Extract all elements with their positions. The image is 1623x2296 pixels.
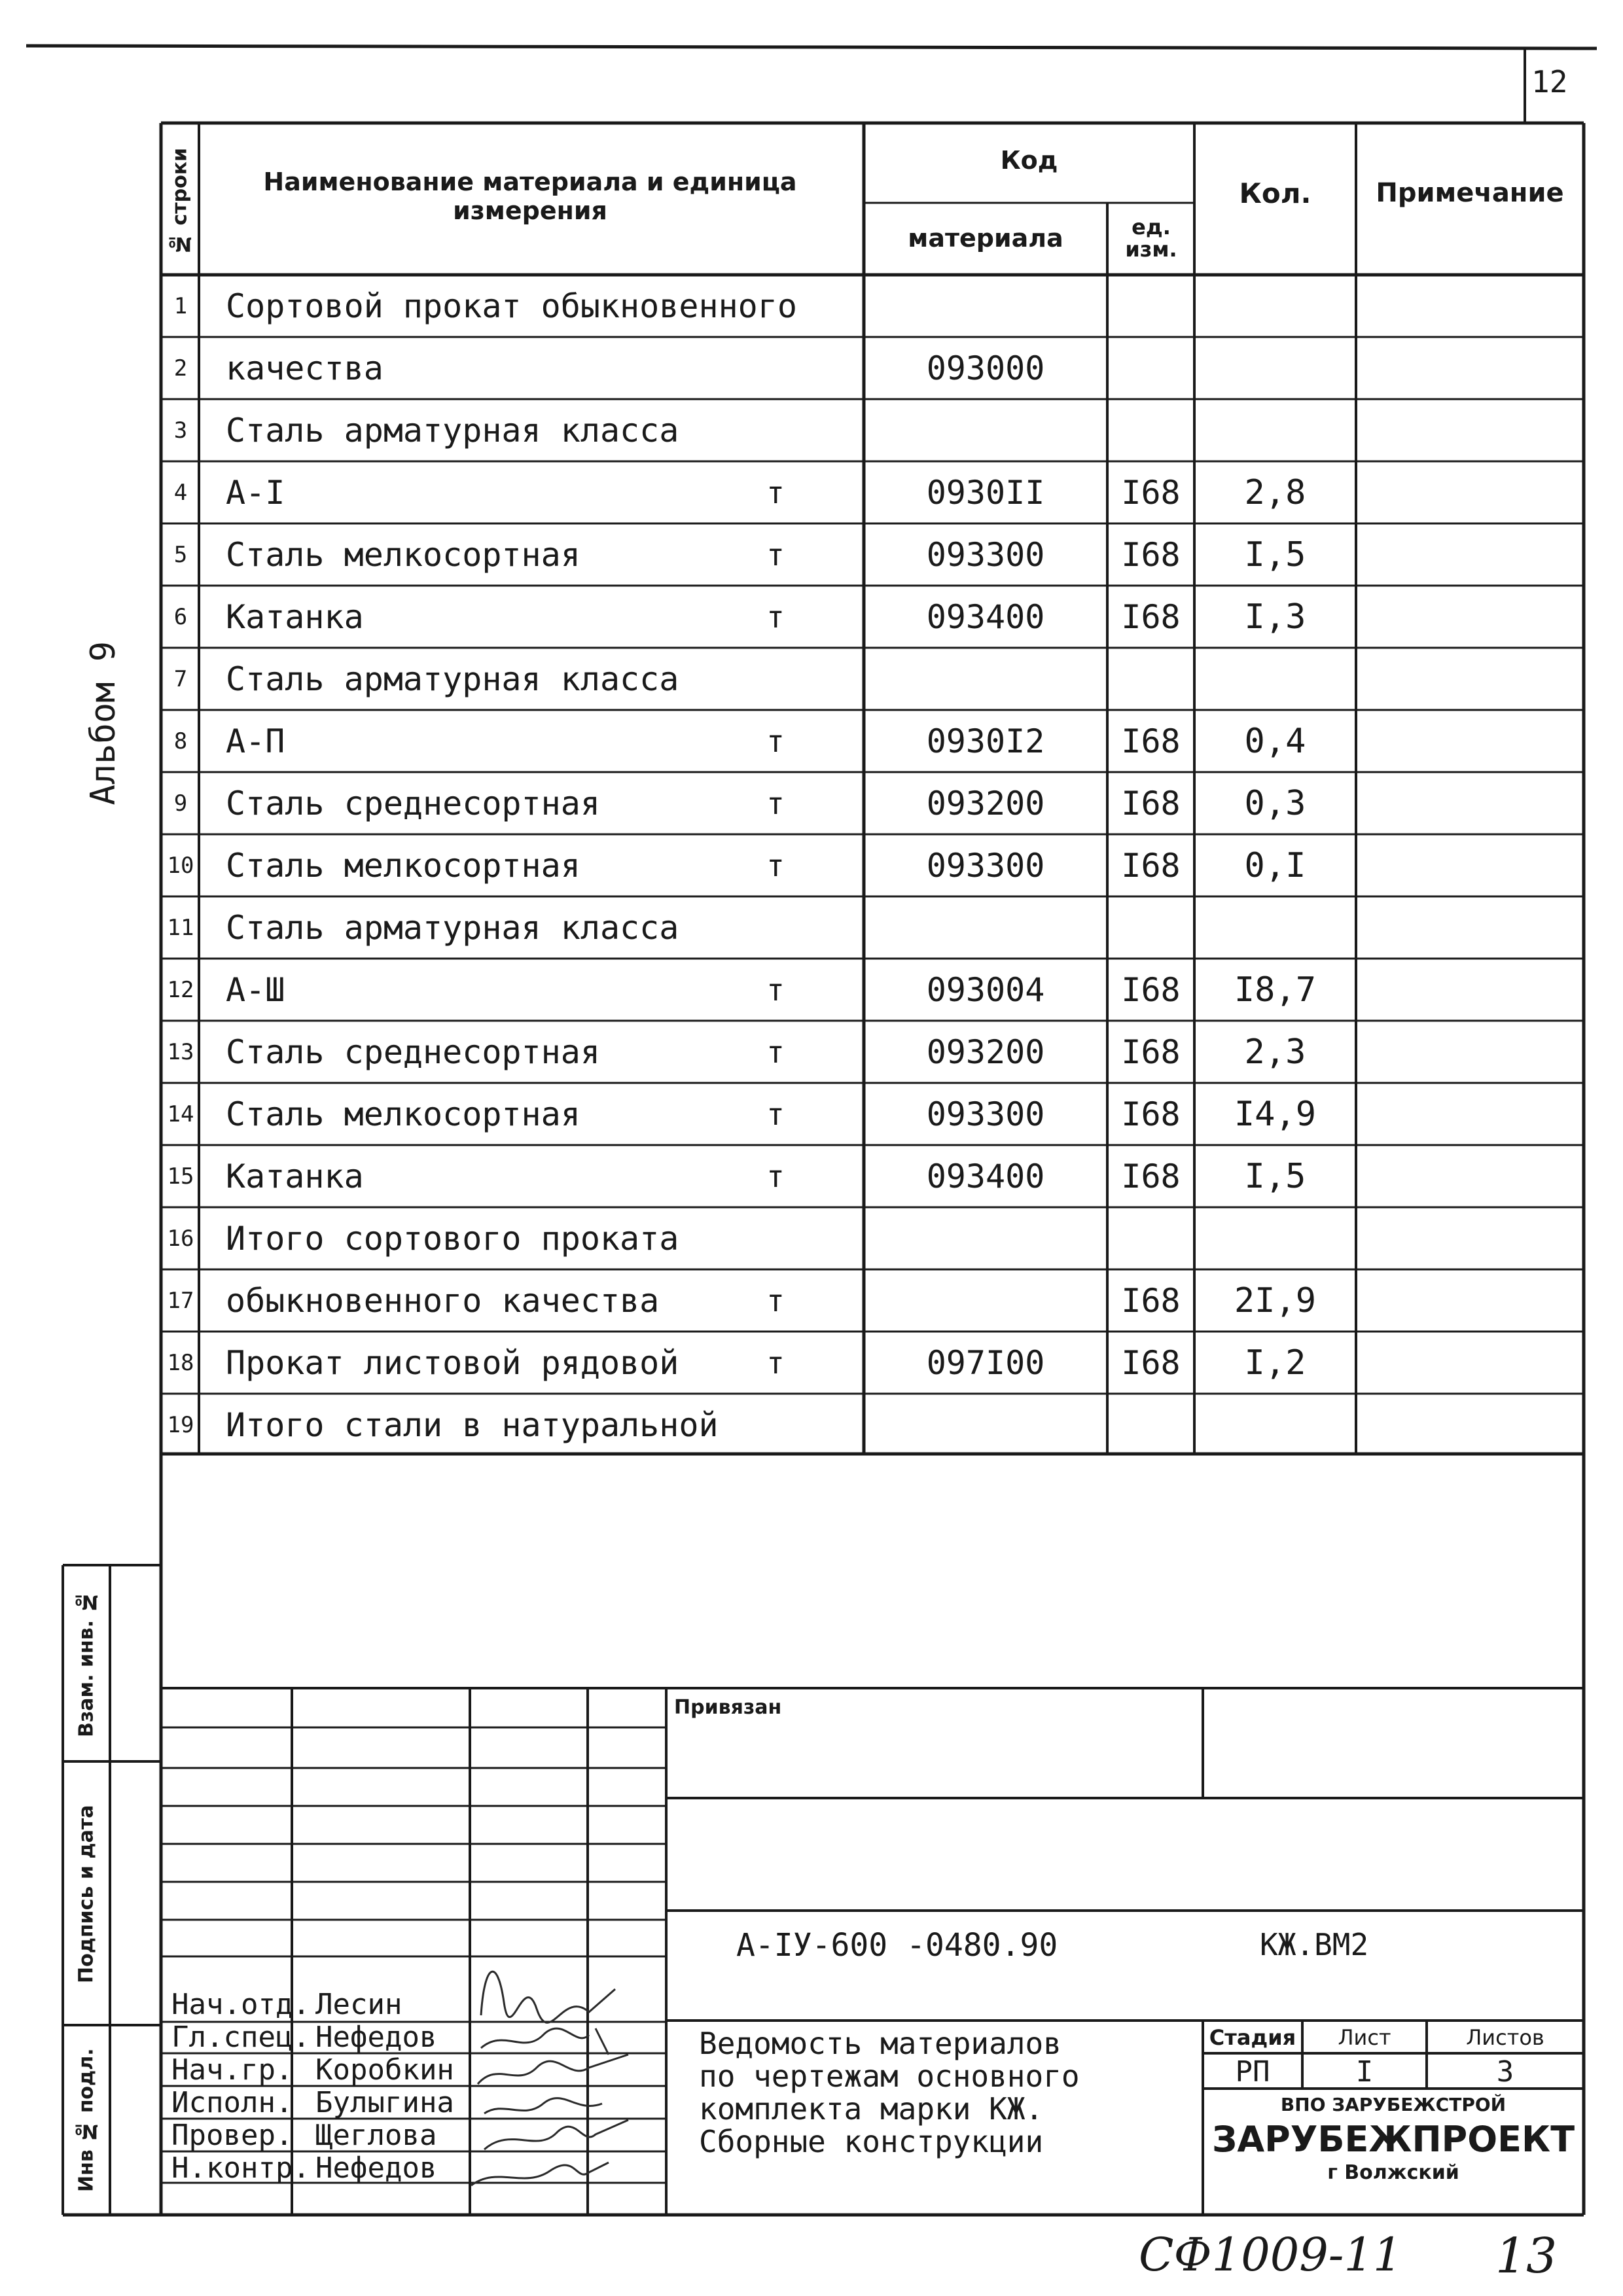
material-name: Итого стали в натуральной xyxy=(226,1405,719,1444)
material-code: 093000 xyxy=(926,349,1045,387)
material-name: Сортовой прокат обыкновенного xyxy=(226,287,797,325)
footer-code: СФ1009-11 xyxy=(1139,2228,1402,2282)
unit-code xyxy=(1107,1394,1194,1456)
material-name: обыкновенного качества xyxy=(226,1281,660,1320)
album-label: Альбом 9 xyxy=(84,641,123,805)
row-number: 16 xyxy=(167,1225,194,1252)
staff-name: Щеглова xyxy=(315,2118,437,2152)
material-name: Сталь среднесортная xyxy=(226,1033,600,1071)
quantity: 0,3 xyxy=(1244,783,1306,823)
unit-code: I68 xyxy=(1121,473,1181,512)
quantity: 2,3 xyxy=(1244,1032,1306,1072)
material-name: А-П xyxy=(226,722,285,760)
unit: т xyxy=(766,723,785,759)
header-note: Примечание xyxy=(1376,178,1564,208)
quantity: I,2 xyxy=(1244,1343,1306,1383)
row-number: 19 xyxy=(167,1411,194,1438)
title-line: Сборные конструкции xyxy=(699,2124,1044,2159)
quantity: I,5 xyxy=(1244,535,1306,574)
staff-role: Н.контр. xyxy=(171,2151,310,2185)
unit-code xyxy=(1107,648,1194,710)
row-number: 15 xyxy=(167,1163,194,1190)
material-name: Сталь арматурная класса xyxy=(226,908,679,947)
material-name: качества xyxy=(226,349,383,387)
unit: т xyxy=(766,1034,785,1070)
material-code: 093400 xyxy=(926,1157,1045,1195)
unit: т xyxy=(766,474,785,510)
material-code: 093300 xyxy=(926,1095,1045,1133)
row-number: 3 xyxy=(173,417,188,444)
quantity xyxy=(1194,1207,1356,1269)
unit: т xyxy=(766,1345,785,1381)
unit xyxy=(749,1394,802,1456)
row-number: 2 xyxy=(173,355,188,381)
quantity: 2I,9 xyxy=(1234,1280,1317,1320)
quantity: I8,7 xyxy=(1234,970,1317,1010)
material-name: Сталь среднесортная xyxy=(226,784,600,822)
header-row-number: № строки xyxy=(168,147,192,256)
row-number: 14 xyxy=(167,1101,194,1127)
quantity xyxy=(1194,399,1356,461)
material-name: А-I xyxy=(226,473,285,512)
material-name: Сталь мелкосортная xyxy=(226,1095,580,1133)
unit xyxy=(749,399,802,461)
signatures xyxy=(471,1971,628,2185)
material-code: 093300 xyxy=(926,846,1045,885)
org-main: ЗАРУБЕЖПРОЕКТ xyxy=(1211,2118,1575,2160)
unit xyxy=(749,1207,802,1269)
material-code xyxy=(864,648,1107,710)
row-number: 6 xyxy=(173,603,188,630)
staff-name: Булыгина xyxy=(315,2085,454,2119)
unit: т xyxy=(766,599,785,635)
staff-role: Провер. xyxy=(171,2118,293,2152)
material-code xyxy=(864,1394,1107,1456)
material-name: Сталь мелкосортная xyxy=(226,535,580,574)
material-name: А-Ш xyxy=(226,970,285,1009)
quantity xyxy=(1194,648,1356,710)
staff-role: Нач.отд. xyxy=(171,1987,310,2021)
row-number: 10 xyxy=(167,852,194,879)
row-number: 7 xyxy=(173,665,188,692)
row-number: 18 xyxy=(167,1349,194,1376)
unit-code: I68 xyxy=(1121,1281,1181,1320)
unit-code: I68 xyxy=(1121,1343,1181,1382)
unit-code: I68 xyxy=(1121,1033,1181,1071)
header-material-name: Наименование материала и единица измерения xyxy=(263,168,797,225)
unit-code xyxy=(1107,337,1194,399)
quantity: I,5 xyxy=(1244,1156,1306,1196)
staff-name: Нефедов xyxy=(315,2151,437,2185)
header-code-material: материала xyxy=(908,224,1063,253)
material-name: Сталь мелкосортная xyxy=(226,846,580,885)
material-name: Катанка xyxy=(226,1157,364,1195)
quantity: 0,I xyxy=(1244,845,1306,885)
title-line: комплекта марки КЖ. xyxy=(699,2091,1044,2127)
row-number: 4 xyxy=(173,479,188,506)
material-name: Сталь арматурная класса xyxy=(226,411,679,450)
unit: т xyxy=(766,972,785,1008)
header-code-unit: ед. изм. xyxy=(1125,215,1177,262)
row-number: 11 xyxy=(167,914,194,941)
material-code xyxy=(864,1207,1107,1269)
unit-code: I68 xyxy=(1121,597,1181,636)
unit: т xyxy=(766,1096,785,1132)
document-mark: КЖ.ВМ2 xyxy=(1260,1927,1369,1962)
page-number: 12 xyxy=(1531,64,1568,99)
material-code: 093300 xyxy=(926,535,1045,574)
document-code: А-IУ-600 -0480.90 xyxy=(736,1927,1058,1964)
quantity: 0,4 xyxy=(1244,721,1306,761)
material-code xyxy=(864,1269,1107,1332)
header-code: Код xyxy=(1000,146,1058,175)
quantity xyxy=(1194,337,1356,399)
quantity xyxy=(1194,275,1356,337)
unit xyxy=(749,337,802,399)
label-inv-podl: Инв № подл. xyxy=(75,2048,98,2192)
unit-code xyxy=(1107,275,1194,337)
unit-code: I68 xyxy=(1121,722,1181,760)
material-code xyxy=(864,399,1107,461)
row-number: 8 xyxy=(173,728,188,754)
label-sheet: Лист xyxy=(1338,2025,1391,2050)
unit-code xyxy=(1107,1207,1194,1269)
staff-role: Нач.гр. xyxy=(171,2053,293,2087)
staff-role: Гл.спец. xyxy=(171,2020,310,2054)
material-code: 093400 xyxy=(926,597,1045,636)
unit xyxy=(749,275,802,337)
material-name: Прокат листовой рядовой xyxy=(226,1343,679,1382)
org-city: г Волжский xyxy=(1327,2161,1459,2184)
sheet-value: I xyxy=(1355,2055,1374,2089)
unit: т xyxy=(766,785,785,821)
unit-code: I68 xyxy=(1121,846,1181,885)
material-code xyxy=(864,896,1107,959)
row-number: 9 xyxy=(173,790,188,817)
row-number: 17 xyxy=(167,1287,194,1314)
staff-role: Исполн. xyxy=(171,2085,293,2119)
row-number: 5 xyxy=(173,541,188,568)
unit xyxy=(749,896,802,959)
material-code: 093200 xyxy=(926,1033,1045,1071)
unit xyxy=(749,648,802,710)
unit-code: I68 xyxy=(1121,1157,1181,1195)
quantity: I4,9 xyxy=(1234,1094,1317,1134)
quantity: 2,8 xyxy=(1244,472,1306,512)
unit-code: I68 xyxy=(1121,970,1181,1009)
unit-code xyxy=(1107,399,1194,461)
title-line: Ведомость материалов xyxy=(699,2026,1061,2061)
material-name: Итого сортового проката xyxy=(226,1219,679,1258)
footer-page: 13 xyxy=(1495,2228,1558,2284)
material-code: 093004 xyxy=(926,970,1045,1009)
staff-name: Нефедов xyxy=(315,2020,437,2054)
material-name: Сталь арматурная класса xyxy=(226,660,679,698)
row-number: 12 xyxy=(167,976,194,1003)
material-code xyxy=(864,275,1107,337)
unit-code: I68 xyxy=(1121,535,1181,574)
label-stage: Стадия xyxy=(1209,2025,1296,2050)
unit: т xyxy=(766,1158,785,1194)
material-code: 097I00 xyxy=(926,1343,1045,1382)
unit-code xyxy=(1107,896,1194,959)
staff-name: Лесин xyxy=(315,1987,402,2021)
stage-value: РП xyxy=(1235,2055,1270,2089)
row-number: 1 xyxy=(173,292,188,319)
material-code: 0930II xyxy=(926,473,1045,512)
header-quantity: Кол. xyxy=(1239,177,1311,209)
label-privyazan: Привязан xyxy=(674,1696,782,1719)
unit: т xyxy=(766,1282,785,1318)
material-name: Катанка xyxy=(226,597,364,636)
title-line: по чертежам основного xyxy=(699,2058,1080,2094)
material-code: 093200 xyxy=(926,784,1045,822)
sheets-value: 3 xyxy=(1496,2055,1514,2089)
label-zam-inv: Взам. инв. № xyxy=(75,1590,98,1738)
row-number: 13 xyxy=(167,1038,194,1065)
document-title xyxy=(699,2027,1080,2158)
label-sheets: Листов xyxy=(1466,2025,1544,2050)
material-code: 0930I2 xyxy=(926,722,1045,760)
unit: т xyxy=(766,537,785,573)
unit-code: I68 xyxy=(1121,1095,1181,1133)
org-top: ВПО ЗАРУБЕЖСТРОЙ xyxy=(1280,2093,1507,2115)
quantity xyxy=(1194,1394,1356,1456)
unit: т xyxy=(766,847,785,883)
unit-code: I68 xyxy=(1121,784,1181,822)
quantity xyxy=(1194,896,1356,959)
label-sign-date: Подпись и дата xyxy=(75,1805,98,1984)
quantity: I,3 xyxy=(1244,597,1306,637)
staff-name: Коробкин xyxy=(315,2053,454,2087)
